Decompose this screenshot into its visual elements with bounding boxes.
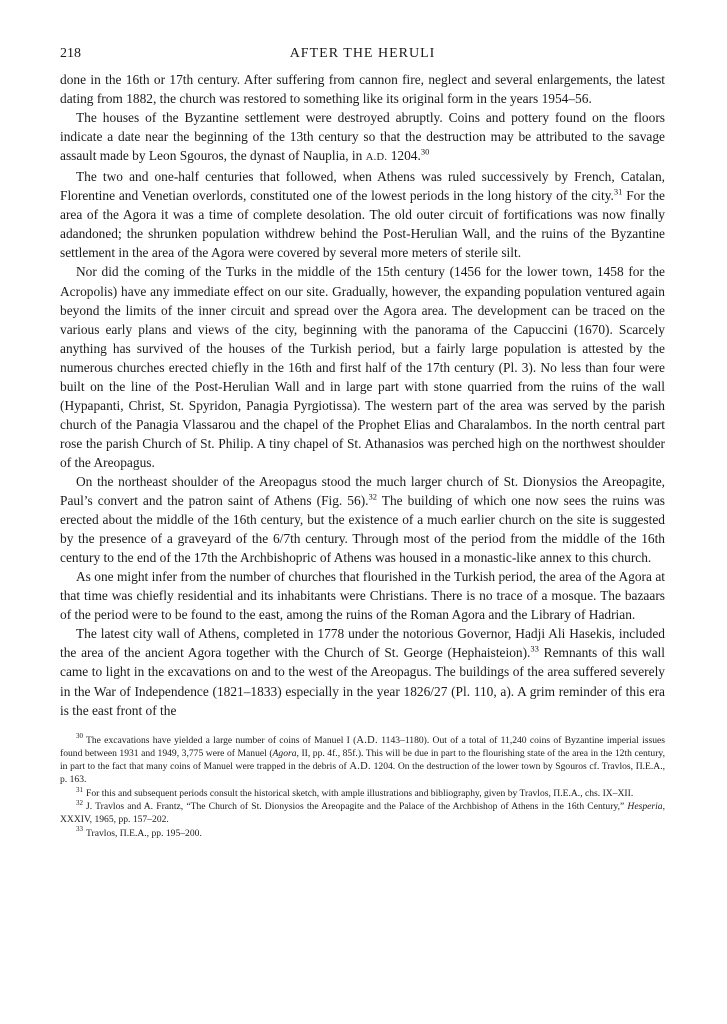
paragraph-7-text-b: Remnants of this wall came to light in the excavations on and to the west of the Areopagus. The buildings of the area suffered severely in the War of Independence (1821–1833) especially in the year 1826/27 (Pl. 110, a). A grim reminder of this era is the east front of the (60, 645, 665, 718)
footnote-32-text-a: J. Travlos and A. Frantz, “The Church of St. Dionysios the Areopagite and the Palace of the Archbishop of Athens in the 16th Century,” (86, 801, 628, 813)
paragraph-2-text: The houses of the Byzantine settlement were destroyed abruptly. Coins and pottery found on the floors indicate a date near the beginning of the 13th century so that the destruction may be attributed to the savage assault made by Leon Sgouros, the dynast of Nauplia, in (60, 110, 665, 164)
paragraph-6: As one might infer from the number of churches that flourished in the Turkish period, the area of the Agora at that time was chiefly residential and its inhabitants were Christians. There is no trace of a mosque. The bazaars of the period were to be found to the east, among the ruins of the Roman Agora and the Library of Hadrian. (60, 569, 665, 623)
footnote-30-text-a: The excavations have yielded a large number of coins of Manuel I ( (86, 734, 357, 746)
paragraph-5 (60, 472, 665, 567)
footnote-30-text-d: 1204. On the destruction of the lower town by Sgouros cf. Travlos, Π.E.A., p. 163. (60, 761, 665, 786)
footnote-31 (60, 787, 665, 800)
footnote-30-anno-domini: A.D. (356, 734, 378, 746)
footnote-30-text-c: , II, pp. 4f., 85f.). This will be due in part to the flourishing state of the area in the 12th century, in part to the fact that many coins of Manuel were trapped in the debris of (60, 747, 665, 773)
paragraph-5-text-a: On the northeast shoulder of the Areopagus stood the much larger church of St. Dionysios the Areopagite, Paul’s convert and the patron saint of Athens (Fig. 56). (60, 473, 665, 509)
footnote-30-anno-domini-2: A.D. (349, 761, 371, 773)
body-text (60, 70, 665, 720)
footnote-ref-32[interactable]: 32 (368, 491, 377, 502)
paragraph-3-text-b: For the area of the Agora it was a time of complete desolation. The old outer circuit of fortifications was now finally adandoned; the shrunken population withdrew behind the Post-Herulian Wall, and the ruins of the Byzantine settlement in the area of the Agora were covered by several more meters of sterile silt. (60, 188, 665, 261)
footnote-mark-33: 33 (76, 825, 83, 834)
page-number: 218 (60, 46, 81, 61)
paragraph-4: Nor did the coming of the Turks in the middle of the 15th century (1456 for the lower town, 1458 for the Acropolis) have any immediate effect on our site. Gradually, however, the expanding population ventured again beyond the limits of the inner circuit and spread over the Agora area. The development can be traced on the various early plans and views of the city, beginning with the panorama of the Capuccini (1670). Scarcely anything has survived of the houses of the Turkish period, but a fairly large population is attested by the numerous churches erected chiefly in the 16th and first half of the 17th century (Pl. 3). No less than four were built on the line of the Post-Herulian Wall and in large part with stone quarried from the ruins of the wall (Hypapanti, Christ, St. Spyridon, Panagia Pyrgiotissa). The western part of the area was served by the parish church of the Panagia Vlassarou and the chapel of the Prophet Elias and Charalambos. In the north central part rose the parish Church of St. Philip. A tiny chapel of St. Athanasios was perched high on the northwest shoulder of the Areopagus. (60, 264, 665, 470)
footnote-32-text-b: , XXXIV, 1965, pp. 157–202. (60, 801, 665, 826)
footnote-ref-31[interactable]: 31 (613, 186, 623, 197)
footnote-32 (60, 800, 665, 827)
paragraph-7 (60, 624, 665, 719)
footnote-33-text: Travlos, Π.E.A., pp. 195–200. (86, 827, 202, 839)
paragraph-2-year: 1204. (390, 148, 421, 164)
footnotes (60, 734, 665, 840)
paragraph-2 (60, 108, 665, 167)
footnote-30 (60, 734, 665, 787)
footnote-32-journal: Hesperia (627, 801, 663, 813)
footnote-mark-31: 31 (76, 785, 83, 794)
footnote-31-text: For this and subsequent periods consult the historical sketch, with ample illustrations and bibliography, given by Travlos, Π.E.A., chs. IX–XII. (86, 787, 634, 799)
footnote-ref-33[interactable]: 33 (530, 643, 539, 654)
paragraph-3-text-a: The two and one-half centuries that followed, when Athens was ruled successively by French, Catalan, Florentine and Venetian overlords, constituted one of the lowest periods in the long history of the city. (60, 169, 665, 204)
footnote-33 (60, 827, 665, 840)
running-title: AFTER THE HERULI (289, 46, 436, 61)
paragraph-1: done in the 16th or 17th century. After suffering from cannon fire, neglect and several enlargements, the latest dating from 1882, the church was restored to something like its original form in the years 1954–56. (60, 72, 665, 107)
paragraph-7-text-a: The latest city wall of Athens, completed in 1778 under the notorious Governor, Hadji Ali Hasekis, included the area of the ancient Agora together with the Church of St. George (Hephaisteion). (60, 626, 665, 661)
footnote-mark-32: 32 (76, 798, 83, 807)
footnote-mark-30: 30 (76, 732, 83, 741)
footnote-30-agora-title: Agora (272, 747, 297, 759)
anno-domini: A.D. (365, 152, 388, 164)
footnote-ref-30[interactable]: 30 (420, 146, 430, 157)
paragraph-5-text-b: The building of which one now sees the ruins was erected about the middle of the 16th century, but the existence of a much earlier church on the site is suggested by the presence of a graveyard of the 6/7th century. Through most of the period from the middle of the 16th century to the end of the 17th the Archbishopric of Athens was housed in a monastic-like annex to this church. (60, 493, 665, 566)
footnote-30-text-b: 1143–1180). Out of a total of 11,240 coins of Byzantine imperial issues found between 1931 and 1949, 3,775 were of Manuel ( (60, 734, 665, 759)
paragraph-3 (60, 167, 665, 262)
page-header (60, 46, 665, 70)
